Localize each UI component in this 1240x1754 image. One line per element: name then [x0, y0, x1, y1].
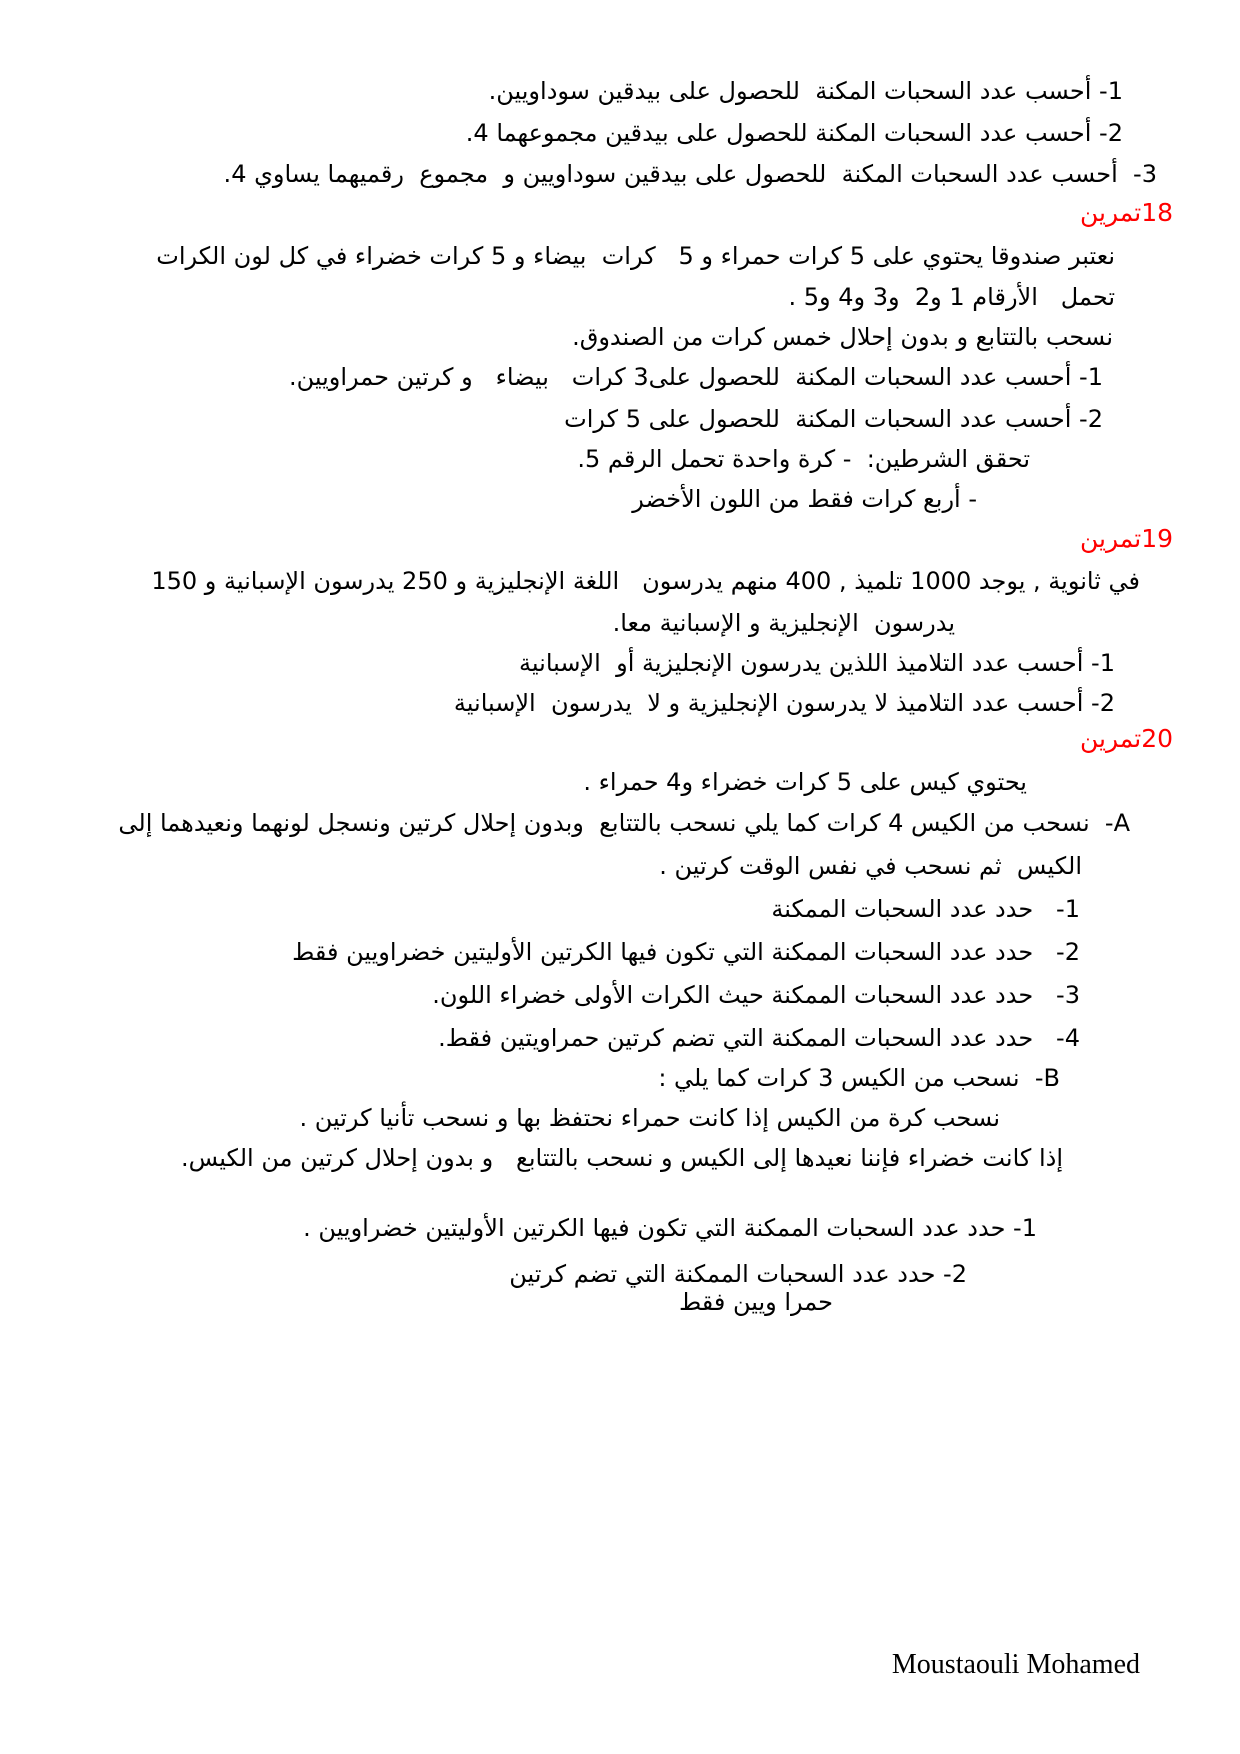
exercise-20-part-b-question-1: 1- حدد عدد السحبات الممكنة التي تكون فيها الكرتين الأوليتين خضراويين . — [303, 1214, 1037, 1242]
exercise-19-question-1: 1- أحسب عدد التلاميذ اللذين يدرسون الإنجليزية أو الإسبانية — [519, 649, 1115, 677]
exercise-20-part-b-question-2-line-1: 2- حدد عدد السحبات الممكنة التي تضم كرتين — [509, 1260, 967, 1288]
exercise-20-heading — [1080, 723, 1173, 755]
exercise-18-condition-line-2: - أربع كرات فقط من اللون الأخضر — [632, 485, 977, 513]
exercise-20-part-b-line-3: إذا كانت خضراء فإننا نعيدها إلى الكيس و نسحب بالتتابع و بدون إحلال كرتين من الكيس. — [180, 1144, 1063, 1172]
exercise-20-part-a-line-1: A- نسحب من الكيس 4 كرات كما يلي نسحب بالتتابع وبدون إحلال كرتين ونسجل لونهما ونعيدهما إلى — [118, 809, 1130, 837]
exercise-20-heading-number: 20 — [1141, 724, 1173, 753]
exercise-18-heading-number: 18 — [1141, 198, 1173, 227]
exercise-20-heading-word: تمرين — [1079, 724, 1142, 753]
exercise-19-question-2: 2- أحسب عدد التلاميذ لا يدرسون الإنجليزية و لا يدرسون الإسبانية — [453, 689, 1115, 717]
exercise-18-intro-line-1: نعتبر صندوقا يحتوي على 5 كرات حمراء و 5 كرات بيضاء و 5 كرات خضراء في كل لون الكرات — [156, 242, 1115, 270]
exercise-20-part-b-line-2: نسحب كرة من الكيس إذا كانت حمراء نحتفظ بها و نسحب تأنيا كرتين . — [299, 1104, 1000, 1132]
exercise-18-heading — [1080, 197, 1173, 229]
exercise-19-intro-line-2: يدرسون الإنجليزية و الإسبانية معا. — [612, 609, 955, 637]
pre-exercise-question-2: 2- أحسب عدد السحبات المكنة للحصول على بيدقين مجموعهما 4. — [465, 119, 1123, 147]
exercise-20-part-a-question-3: 3- حدد عدد السحبات الممكنة حيث الكرات الأولى خضراء اللون. — [432, 981, 1080, 1009]
exercise-18-intro-line-2: تحمل الأرقام 1 و2 و3 و4 و5 . — [788, 283, 1115, 311]
exercise-18-question-2: 2- أحسب عدد السحبات المكنة للحصول على 5 كرات — [564, 405, 1103, 433]
exercise-20-part-b-question-2-line-2: حمرا ويين فقط — [678, 1288, 833, 1316]
footer-author: Moustaouli Mohamed — [891, 1649, 1140, 1680]
exercise-18-heading-word: تمرين — [1079, 198, 1142, 227]
pre-exercise-question-1: 1- أحسب عدد السحبات المكنة للحصول على بيدقين سوداويين. — [488, 77, 1123, 105]
exercise-19-intro-line-1: في ثانوية , يوجد 1000 تلميذ , 400 منهم يدرسون اللغة الإنجليزية و 250 يدرسون الإسبانية و 150 — [151, 567, 1140, 595]
exercise-18-intro-line-3: نسحب بالتتابع و بدون إحلال خمس كرات من الصندوق. — [572, 323, 1113, 351]
exercise-19-heading-number: 19 — [1141, 524, 1173, 553]
pre-exercise-question-3: 3- أحسب عدد السحبات المكنة للحصول على بيدقين سوداويين و مجموع رقميهما يساوي 4. — [223, 160, 1157, 188]
exercise-20-part-b-line-1: B- نسحب من الكيس 3 كرات كما يلي : — [658, 1064, 1060, 1092]
exercise-20-part-a-line-2: الكيس ثم نسحب في نفس الوقت كرتين . — [659, 852, 1082, 880]
exercise-18-question-1: 1- أحسب عدد السحبات المكنة للحصول على3 كرات بيضاء و كرتين حمراويين. — [288, 363, 1103, 391]
exercise-19-heading — [1080, 523, 1173, 555]
exercise-20-part-a-question-2: 2- حدد عدد السحبات الممكنة التي تكون فيها الكرتين الأوليتين خضراويين فقط — [292, 938, 1080, 966]
exercise-18-condition-line-1: تحقق الشرطين: - كرة واحدة تحمل الرقم 5. — [577, 445, 1030, 473]
exercise-20-part-a-question-1: 1- حدد عدد السحبات الممكنة — [771, 895, 1080, 923]
exercise-20-intro-line: يحتوي كيس على 5 كرات خضراء و4 حمراء . — [583, 768, 1027, 796]
exercise-20-part-a-question-4: 4- حدد عدد السحبات الممكنة التي تضم كرتين حمراويتين فقط. — [438, 1024, 1080, 1052]
exercise-19-heading-word: تمرين — [1079, 524, 1142, 553]
